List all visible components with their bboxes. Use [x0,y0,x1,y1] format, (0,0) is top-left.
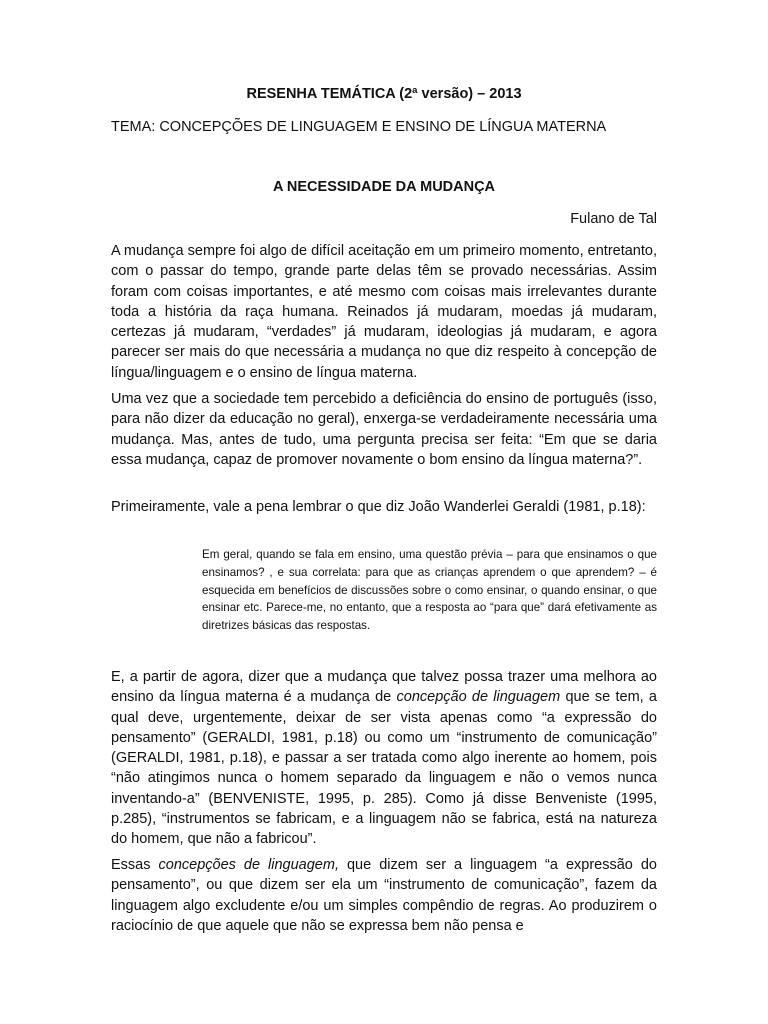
paragraph-4-part-b: que se tem, a qual deve, urgentemente, deixar de ser vista apenas como “a expressão do pensamento” (GERALDI, 1981, p.18) ou como um “instrumento de comunicação” (GERALDI, 1981, p.18), e passar a ser tratada como algo inerente ao homem, pois “não atingimos nunca o homem separado da linguagem e não o vemos nunca inventando-a” (BENVENISTE, 1995, p. 285). Como já disse Benveniste (1995, p.285), “instrumentos se fabricam, e a linguagem não se fabrica, está na natureza do homem, que não a fabricou”. [111,689,657,848]
paragraph-5-emphasis: concepções de linguagem, [158,857,339,873]
theme-line: TEMA: CONCEPÇÕES DE LINGUAGEM E ENSINO DE LÍNGUA MATERNA [111,119,607,135]
paragraph-4 [111,667,657,850]
article-title: A NECESSIDADE DA MUDANÇA [272,179,496,195]
paragraph-4-part-a: E, a partir de agora, dizer que a mudança que talvez possa trazer uma melhora ao ensino da língua materna é a mudança de [111,669,657,706]
paragraph-5 [111,855,657,936]
document-heading: RESENHA TEMÁTICA (2ª versão) – 2013 [246,86,522,102]
block-quote: Em geral, quando se fala em ensino, uma questão prévia – para que ensinamos o que ensinamos? , e sua correlata: para que as crianças aprendem o que aprendem? – é esquecida em benefícios de discussões sobre o como ensinar, o quando ensinar, o que ensinar etc. Parece-me, no entanto, que a resposta ao “para que” dará efetivamente as diretrizes básicas das respostas. [202,548,657,633]
author-name: Fulano de Tal [570,211,657,227]
paragraph-4-emphasis: concepção de linguagem [396,689,561,706]
paragraph-2: Uma vez que a sociedade tem percebido a deficiência do ensino de português (isso, para não dizer da educação no geral), enxerga-se verdadeiramente necessária uma mudança. Mas, antes de tudo, uma pergunta precisa ser feita: “Em que se daria essa mudança, capaz de promover novamente o bom ensino da língua materna?”. [111,391,657,468]
paragraph-1: A mudança sempre foi algo de difícil aceitação em um primeiro momento, entretanto, com o passar do tempo, grande parte delas têm se provado necessárias. Assim foram com coisas importantes, e até mesmo com coisas mais irrelevantes durante toda a história da raça humana. Reinados já mudaram, moedas já mudaram, certezas já mudaram, “verdades” já mudaram, ideologias já mudaram, e agora parecer ser mais do que necessária a mudança no que diz respeito à concepção de língua/linguagem e o ensino de língua materna. [111,243,657,381]
paragraph-3: Primeiramente, vale a pena lembrar o que diz João Wanderlei Geraldi (1981, p.18): [111,499,646,515]
paragraph-5-part-b: que dizem ser a linguagem “a expressão do pensamento”, ou que dizem ser ela um “instrumento de comunicação”, fazem da linguagem algo excludente e/ou um simples compêndio de regras. Ao produzirem o raciocínio de que aquele que não se expressa bem não pensa e [111,857,657,934]
paragraph-5-part-a: Essas [111,857,159,873]
